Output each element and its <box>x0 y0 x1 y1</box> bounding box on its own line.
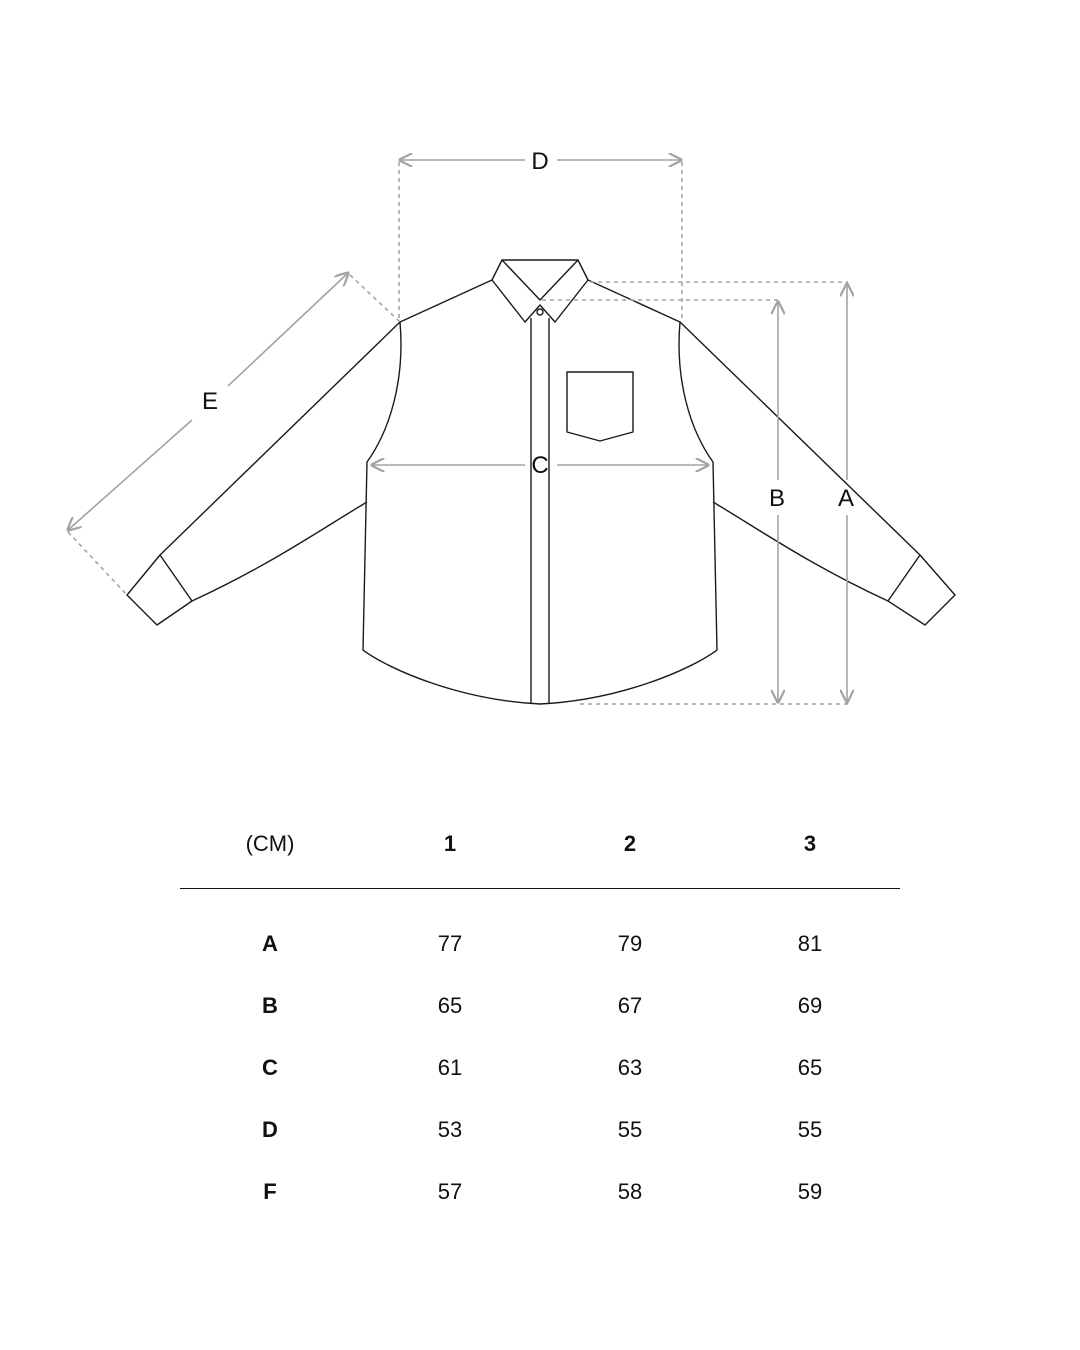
table-cell: 61 <box>437 1055 463 1080</box>
table-cell: 77 <box>437 931 463 956</box>
table-cell: 63 <box>617 1055 643 1080</box>
label-a: A <box>837 485 855 512</box>
arrow-e-up <box>228 273 348 386</box>
right-sleeve <box>680 322 955 625</box>
right-cuff-seam <box>888 555 920 601</box>
guide-e-bottom-ext <box>68 532 127 595</box>
shirt-body <box>363 280 717 704</box>
collar-fold <box>502 260 578 300</box>
collar <box>492 260 588 322</box>
row-label: F <box>263 1179 277 1204</box>
left-sleeve <box>127 322 400 625</box>
table-cell: 65 <box>797 1055 823 1080</box>
header-divider <box>180 888 900 889</box>
label-b: B <box>768 485 786 512</box>
row-label: B <box>262 993 278 1018</box>
label-d: D <box>531 148 549 175</box>
table-row <box>180 1099 900 1161</box>
label-c: C <box>531 452 549 479</box>
table-cell: 81 <box>797 931 823 956</box>
placket <box>531 318 549 703</box>
size-table-header <box>180 800 900 888</box>
table-cell: 79 <box>617 931 643 956</box>
row-label: A <box>262 931 278 956</box>
arrow-e-down <box>68 420 192 530</box>
chest-pocket <box>567 372 633 441</box>
row-label: C <box>262 1055 278 1080</box>
size-table <box>180 800 900 1223</box>
table-cell: 55 <box>617 1117 643 1142</box>
table-row <box>180 1037 900 1099</box>
unit-label: (CM) <box>245 831 295 856</box>
row-label: D <box>262 1117 278 1142</box>
table-cell: 55 <box>797 1117 823 1142</box>
label-e: E <box>201 388 219 415</box>
left-cuff-seam <box>160 555 192 601</box>
guide-e-top-ext <box>350 275 400 322</box>
size-header-3: 3 <box>803 831 817 856</box>
table-row <box>180 1161 900 1223</box>
table-cell: 53 <box>437 1117 463 1142</box>
table-cell: 58 <box>617 1179 643 1204</box>
measurement-guides <box>68 160 848 704</box>
table-cell: 59 <box>797 1179 823 1204</box>
size-header-2: 2 <box>623 831 637 856</box>
table-cell: 69 <box>797 993 823 1018</box>
table-row <box>180 913 900 975</box>
table-row <box>180 975 900 1037</box>
size-header-1: 1 <box>443 831 457 856</box>
table-cell: 57 <box>437 1179 463 1204</box>
collar-button <box>537 309 543 315</box>
table-cell: 67 <box>617 993 643 1018</box>
table-cell: 65 <box>437 993 463 1018</box>
shirt-outline <box>127 260 955 704</box>
